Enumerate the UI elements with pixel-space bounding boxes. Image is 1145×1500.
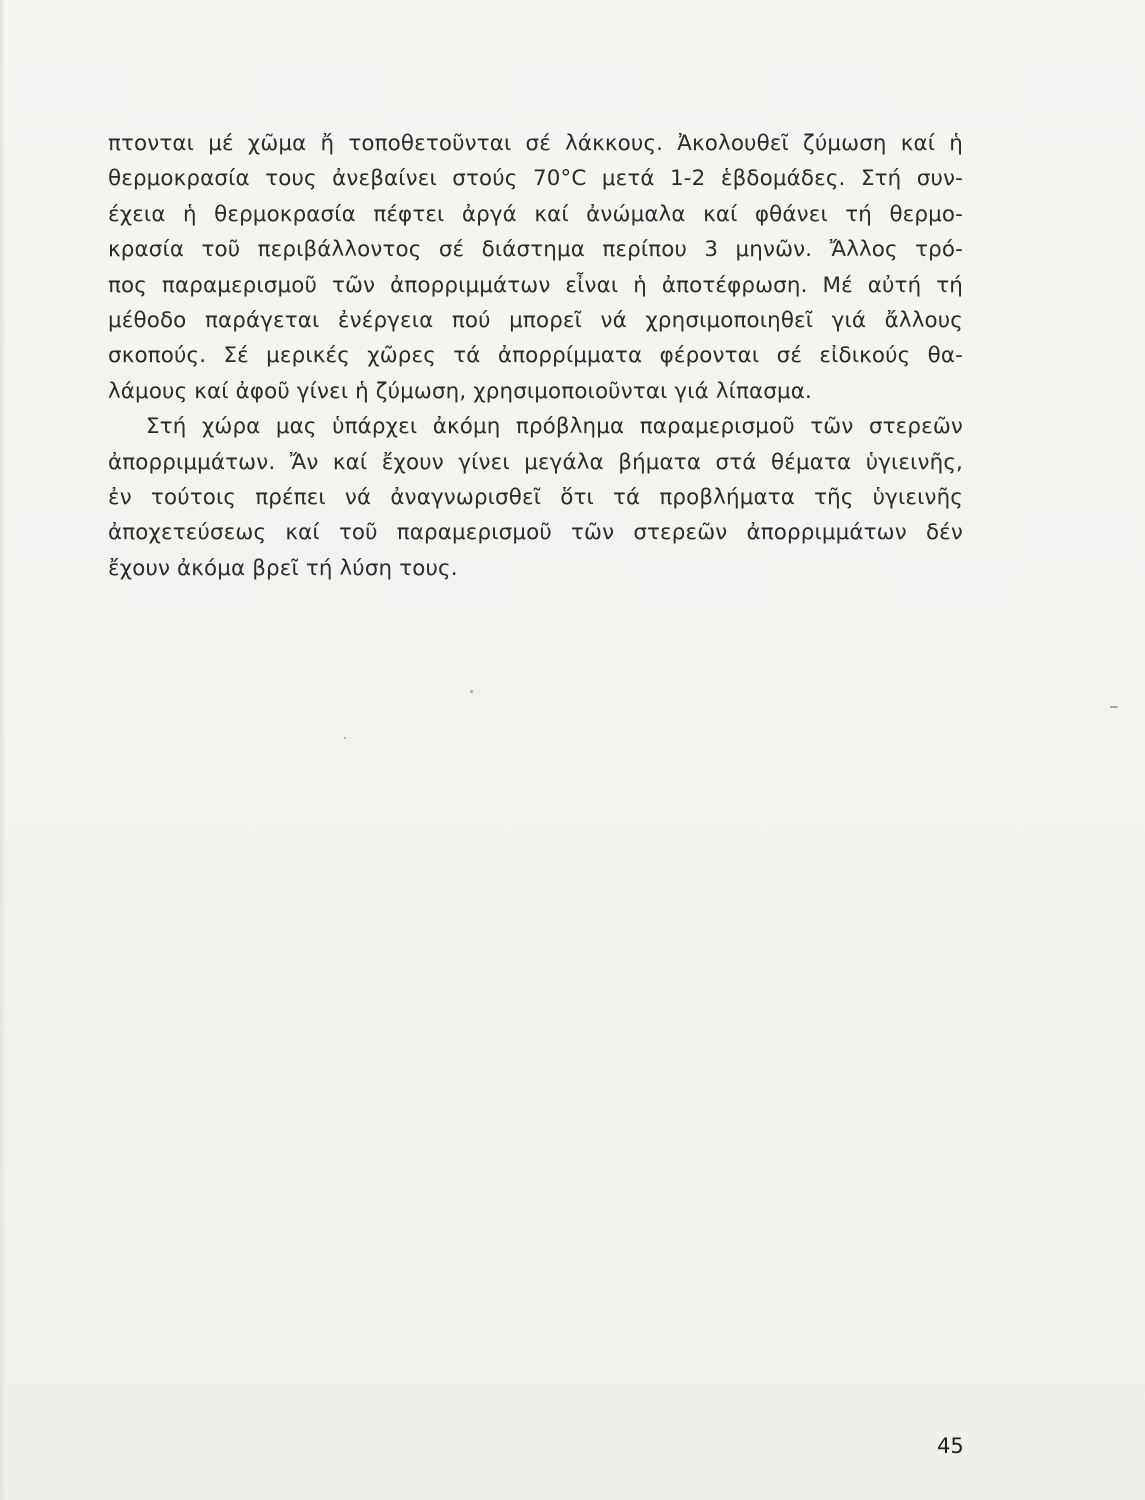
text-line: έχεια ἡ θερμοκρασία πέφτει ἀργά καί ἀνώμαλα καί φθάνει τή θερμο- (108, 201, 963, 227)
text-line: μέθοδο παράγεται ἐνέργεια πού μπορεῖ νά χρησιμοποιηθεῖ γιά ἄλλους (108, 308, 963, 334)
paper-speck (1110, 706, 1118, 708)
text-line: Στή χώρα μας ὑπάρχει ἀκόμη πρόβλημα παραμερισμοῦ τῶν στερεῶν (146, 414, 963, 440)
text-line: ἀπορριμμάτων. Ἄν καί ἔχουν γίνει μεγάλα βήματα στά θέματα ὑγιεινῆς, (108, 449, 963, 475)
page-number: 45 (937, 1434, 964, 1458)
text-line: σκοπούς. Σέ μερικές χῶρες τά ἀπορρίμματα φέρονται σέ εἰδικούς θα- (108, 343, 963, 369)
show-through-texture (102, 92, 972, 106)
paper-speck (344, 737, 346, 739)
text-line: πτονται μέ χῶμα ἤ τοποθετοῦνται σέ λάκκους. Ἀκολουθεῖ ζύμωση καί ἡ (108, 131, 963, 156)
text-line: ἐν τούτοις πρέπει νά ἀναγνωρισθεῖ ὅτι τά προβλήματα τῆς ὑγιεινῆς (108, 485, 963, 511)
page-edge-shadow (0, 0, 6, 1500)
text-line: λάμους καί ἀφοῦ γίνει ἡ ζύμωση, χρησιμοποιοῦνται γιά λίπασμα. (108, 378, 812, 404)
text-line: πος παραμερισμοῦ τῶν ἀπορριμμάτων εἶναι ἡ ἀποτέφρωση. Μέ αὐτή τή (108, 272, 963, 298)
text-line: ἔχουν ἀκόμα βρεῖ τή λύση τους. (108, 555, 458, 581)
paper-speck (470, 690, 473, 693)
text-line: θερμοκρασία τους ἀνεβαίνει στούς 70°C μετά 1-2 ἑβδομάδες. Στή συν- (108, 166, 963, 192)
body-text (108, 126, 963, 586)
text-line: κρασία τοῦ περιβάλλοντος σέ διάστημα περίπου 3 μηνῶν. Ἄλλος τρό- (108, 237, 963, 263)
text-line: ἀποχετεύσεως καί τοῦ παραμερισμοῦ τῶν στερεῶν ἀπορριμμάτων δέν (108, 520, 963, 546)
